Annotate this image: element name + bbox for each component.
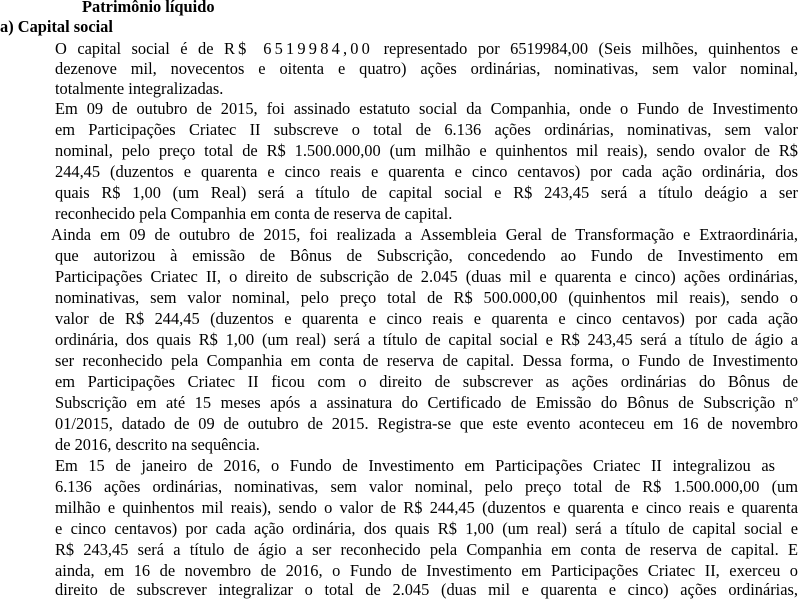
paragraph-2-line-5: quais R$ 1,00 (um Real) será a título de capital social e R$ 243,45 será a título deágio a ser <box>55 183 798 202</box>
paragraph-3-line-8: em Participações Criatec II ficou com o direito de subscrever as ações ordinárias do Bônus de <box>55 372 798 391</box>
paragraph-3-line-6: ordinária, dos quais R$ 1,00 (um real) será a título de capital social e R$ 243,45 será a título de ágio a <box>55 330 798 349</box>
paragraph-4-line-1: Em 15 de janeiro de 2016, o Fundo de Investimento em Participações Criatec II integralizou as <box>55 456 775 475</box>
paragraph-2-line-1: Em 09 de outubro de 2015, foi assinado estatuto social da Companhia, onde o Fundo de Investimento <box>55 99 798 118</box>
paragraph-3-line-11: de 2016, descrito na sequência. <box>55 435 260 454</box>
subsection-heading: a) Capital social <box>0 17 113 36</box>
paragraph-2-line-6: reconhecido pela Companhia em conta de reserva de capital. <box>55 204 453 223</box>
paragraph-4-line-3: milhão e quinhentos mil reais), sendo o valor de R$ 244,45 (duzentos e quarenta e cinco reais e quarenta <box>55 498 798 517</box>
paragraph-3-line-1: Ainda em 09 de outubro de 2015, foi realizada a Assembleia Geral de Transformação e Extraordinária, <box>51 225 798 244</box>
paragraph-3-line-7: ser reconhecido pela Companhia em conta de reserva de capital. Dessa forma, o Fundo de Investimento <box>55 351 798 370</box>
paragraph-3-line-5: valor de R$ 244,45 (duzentos e quarenta e cinco reais e quarenta e cinco centavos) por cada ação <box>55 309 798 328</box>
paragraph-1-line-2: dezenove mil, novecentos e oitenta e quatro) ações ordinárias, nominativas, sem valor nominal, <box>55 59 798 78</box>
paragraph-4-line-6: ainda, em 16 de novembro de 2016, o Fundo de Investimento em Participações Criatec II, exerceu o <box>55 561 798 580</box>
paragraph-1-line-3: totalmente integralizadas. <box>55 79 224 98</box>
paragraph-3-line-3: Participações Criatec II, o direito de subscrição de 2.045 (duas mil e quarenta e cinco) ações ordinárias, <box>55 267 798 286</box>
paragraph-4-line-7: direito de subscrever integralizar o total de 2.045 (duas mil e quarenta e cinco) ações ordinárias, <box>55 580 798 599</box>
paragraph-3-line-9: Subscrição em até 15 meses após a assinatura do Certificado de Emissão do Bônus de Subscrição nº <box>55 393 798 412</box>
paragraph-2-line-3: nominal, pelo preço total de R$ 1.500.000,00 (um milhão e quinhentos mil reais), sendo ovalor de R$ <box>55 141 798 160</box>
paragraph-4-line-5: R$ 243,45 será a título de ágio a ser reconhecido pela Companhia em conta de reserva de capital. E <box>55 540 798 559</box>
section-heading: Patrimônio líquido <box>82 0 215 16</box>
paragraph-3-line-4: nominativas, sem valor nominal, pelo preço total de R$ 500.000,00 (quinhentos mil reais), sendo o <box>55 288 798 307</box>
paragraph-3-line-10: 01/2015, datado de 09 de outubro de 2015. Registra-se que este evento aconteceu em 16 de novembro <box>55 414 798 433</box>
paragraph-2-line-2: em Participações Criatec II subscreve o total de 6.136 ações ordinárias, nominativas, sem valor <box>55 120 798 139</box>
paragraph-2-line-4: 244,45 (duzentos e quarenta e cinco reais e quarenta e cinco centavos) por cada ação ordinária, dos <box>55 162 798 181</box>
paragraph-4-line-4: e cinco centavos) por cada ação ordinária, dos quais R$ 1,00 (um real) será a título de capital social e <box>55 519 798 538</box>
paragraph-1-line-1: O capital social é de R$ 6519984,00 representado por 6519984,00 (Seis milhões, quinhentos e <box>55 39 799 58</box>
capital-amount: R$ 6519984,00 <box>224 39 374 58</box>
paragraph-3-line-2: que autorizou à emissão de Bônus de Subscrição, concedendo ao Fundo de Investimento em <box>55 246 798 265</box>
paragraph-4-line-2: 6.136 ações ordinárias, nominativas, sem valor nominal, pelo preço total de R$ 1.500.000,00 (um <box>55 477 798 496</box>
